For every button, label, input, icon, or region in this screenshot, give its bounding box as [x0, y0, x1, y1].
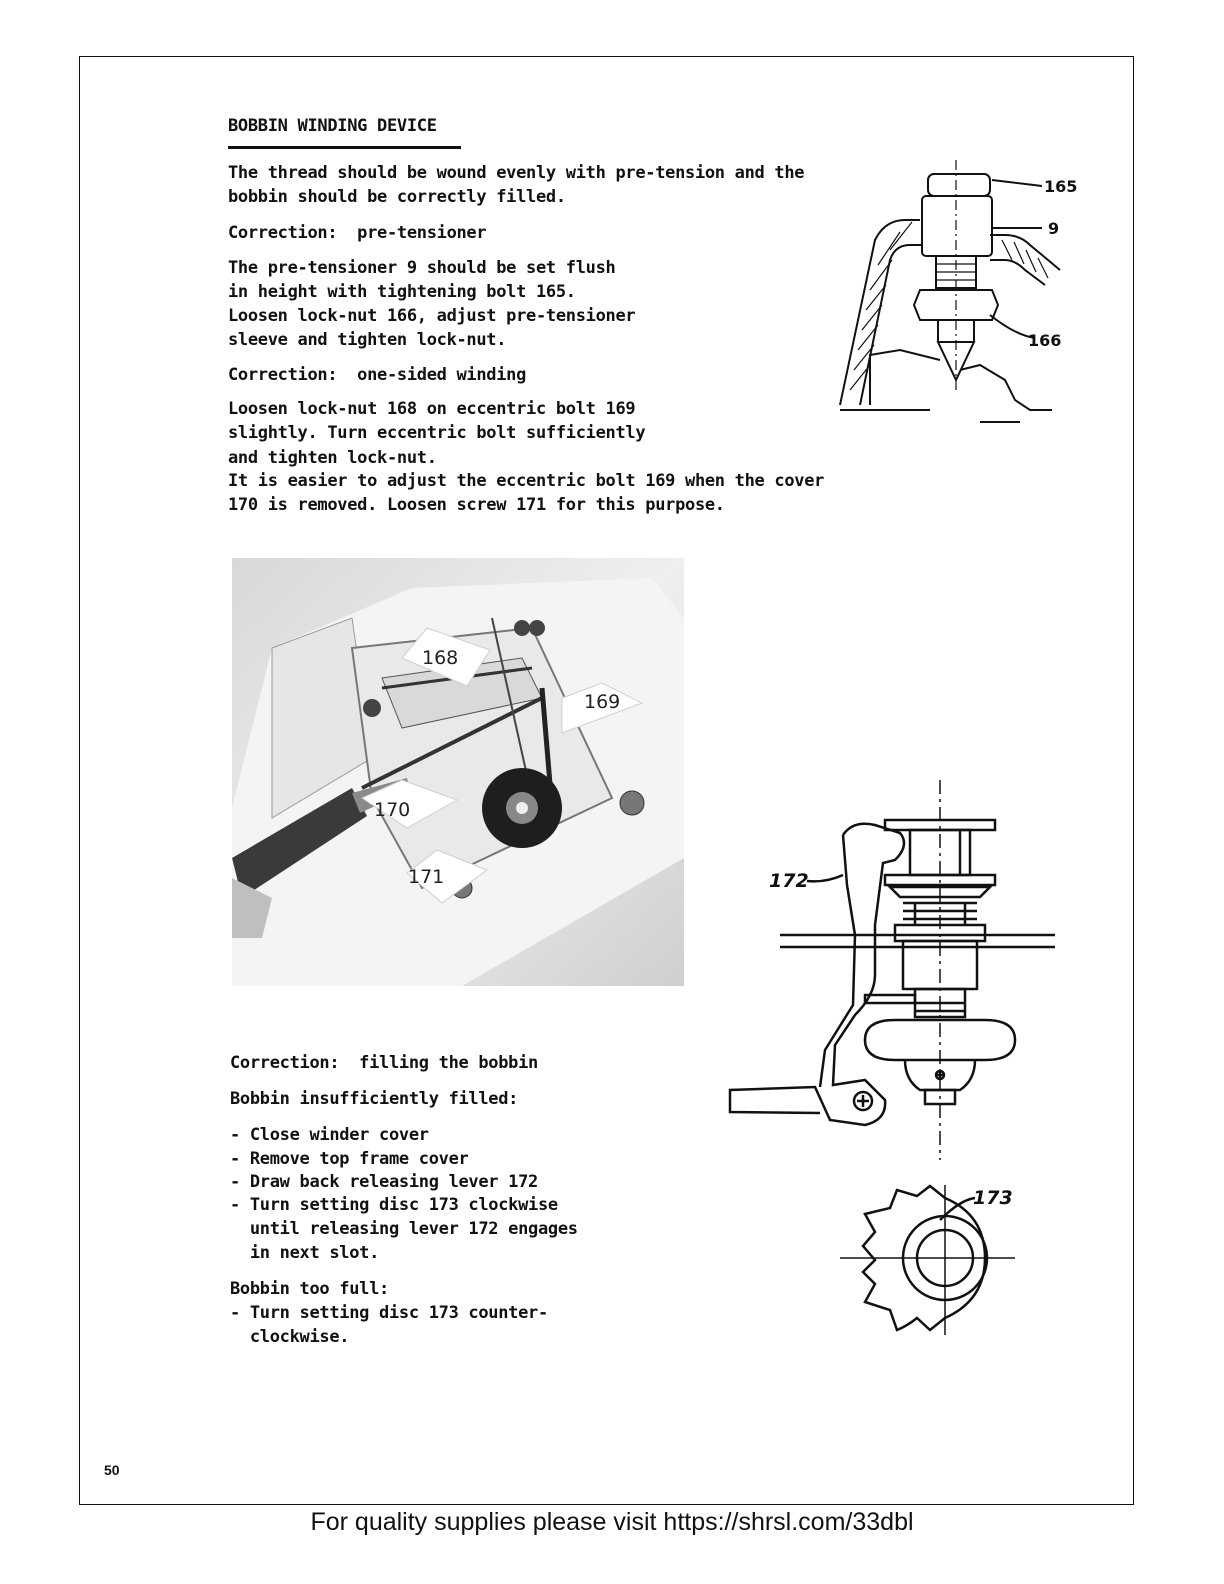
correction2-line: slightly. Turn eccentric bolt sufficiently: [228, 423, 646, 443]
insufficient-step: - Turn setting disc 173 clockwise: [230, 1195, 558, 1215]
title-underline: [228, 146, 461, 149]
intro-line-2: bobbin should be correctly filled.: [228, 187, 566, 207]
correction2-line: Loosen lock-nut 168 on eccentric bolt 169: [228, 399, 636, 419]
releasing-lever-diagram: [725, 775, 1065, 1165]
correction-heading-pretensioner: Correction: pre-tensioner: [228, 223, 487, 243]
setting-disc-diagram: [835, 1180, 1025, 1340]
diagram-label-9: 9: [1048, 219, 1060, 238]
insufficient-heading: Bobbin insufficiently filled:: [230, 1089, 519, 1109]
photo-callout-171: 171: [408, 866, 445, 888]
correction2-line: and tighten lock-nut.: [228, 448, 437, 468]
section-title: BOBBIN WINDING DEVICE: [228, 116, 437, 136]
photo-callout-169: 169: [584, 691, 621, 713]
toofull-heading: Bobbin too full:: [230, 1279, 389, 1299]
insufficient-step: until releasing lever 172 engages: [230, 1219, 578, 1239]
diagram-label-166: 166: [1028, 331, 1062, 350]
footer-note: For quality supplies please visit https://shrsl.com/33dbl: [310, 1508, 914, 1536]
correction1-line: in height with tightening bolt 165.: [228, 282, 576, 302]
correction1-line: Loosen lock-nut 166, adjust pre-tensioner: [228, 306, 636, 326]
toofull-step: clockwise.: [230, 1327, 350, 1347]
page-number: 50: [104, 1462, 120, 1478]
intro-line-1: The thread should be wound evenly with pre-tension and the: [228, 163, 805, 183]
correction1-line: sleeve and tighten lock-nut.: [228, 330, 507, 350]
pretensioner-diagram: [830, 160, 1080, 450]
diagram-label-165: 165: [1044, 177, 1078, 196]
diagram-label-173: 173: [973, 1187, 1013, 1209]
correction1-line: The pre-tensioner 9 should be set flush: [228, 258, 616, 278]
insufficient-step: - Remove top frame cover: [230, 1149, 469, 1169]
insufficient-step: in next slot.: [230, 1243, 380, 1263]
correction2-line: It is easier to adjust the eccentric bolt 169 when the cover: [228, 471, 825, 491]
toofull-step: - Turn setting disc 173 counter-: [230, 1303, 548, 1323]
photo-callout-168: 168: [422, 647, 459, 669]
correction-heading-filling: Correction: filling the bobbin: [230, 1053, 538, 1073]
correction2-line: 170 is removed. Loosen screw 171 for this purpose.: [228, 495, 725, 515]
photo-callout-170: 170: [374, 799, 411, 821]
diagram-label-172: 172: [769, 870, 809, 892]
insufficient-step: - Draw back releasing lever 172: [230, 1172, 538, 1192]
bobbin-winder-photo: [232, 558, 684, 986]
correction-heading-one-sided: Correction: one-sided winding: [228, 365, 527, 385]
insufficient-step: - Close winder cover: [230, 1125, 429, 1145]
